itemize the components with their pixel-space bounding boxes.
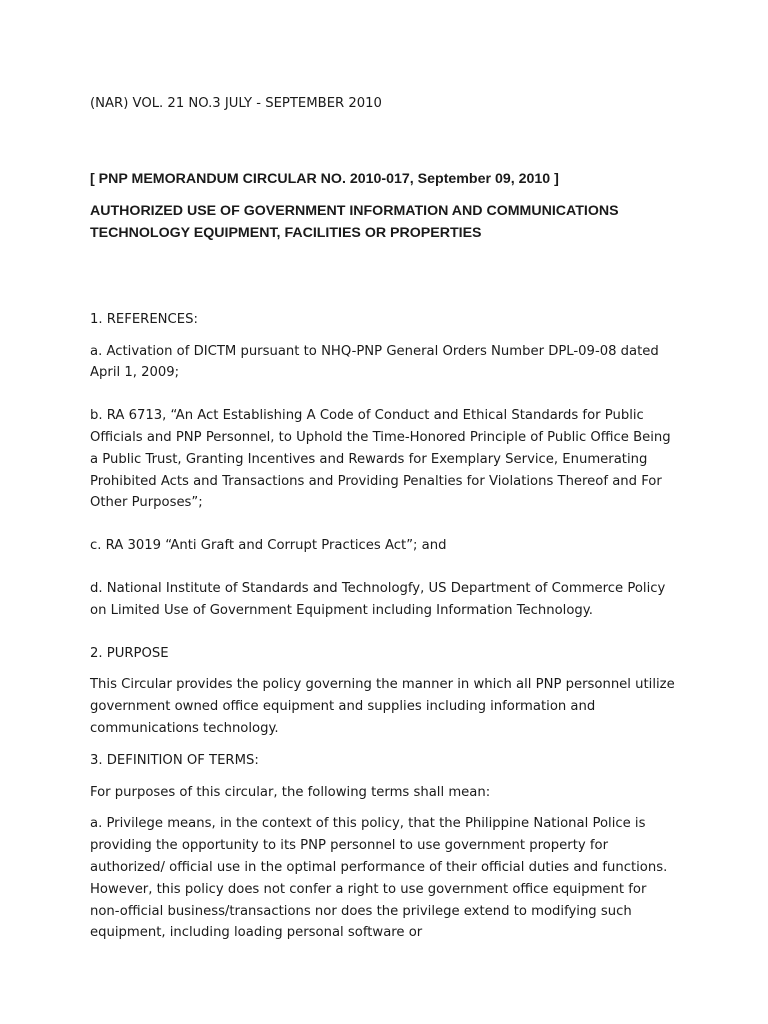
reference-item-b: b. RA 6713, “An Act Establishing A Code of Conduct and Ethical Standards for Public Officials and PNP Personnel, to Uphold the Time-Honored Principle of Public Office Being a Public Trust, Granting Incentives and Rewards for Exemplary Service, Enumerating Prohibited Acts and Transactions and Providing Penalties for Violations Thereof and For Other Purposes”;	[90, 408, 671, 511]
definitions-intro: For purposes of this circular, the following terms shall mean:	[90, 784, 491, 800]
publication-header: (NAR) VOL. 21 NO.3 JULY - SEPTEMBER 2010	[90, 96, 382, 111]
circular-number: [ PNP MEMORANDUM CIRCULAR NO. 2010-017, September 09, 2010 ]	[90, 170, 559, 187]
reference-item-a: a. Activation of DICTM pursuant to NHQ-PNP General Orders Number DPL-09-08 dated April 1, 2009;	[90, 343, 659, 381]
purpose-heading: 2. PURPOSE	[90, 645, 169, 661]
document-body	[90, 93, 680, 944]
reference-item-d: d. National Institute of Standards and Technologfy, US Department of Commerce Policy on Limited Use of Government Equipment including Information Technology.	[90, 580, 666, 618]
definition-item-a: a. Privilege means, in the context of this policy, that the Philippine National Police is providing the opportunity to its PNP personnel to use government property for authorized/ official use in the optimal performance of their official duties and functions. However, this policy does not confer a right to use government office equipment for non-official business/transactions nor does the privilege extend to modifying such equipment, including loading personal software or	[90, 816, 668, 941]
purpose-text: This Circular provides the policy governing the manner in which all PNP personnel utilize government owned office equipment and supplies including information and communications technology.	[90, 677, 675, 736]
document-title: AUTHORIZED USE OF GOVERNMENT INFORMATION AND COMMUNICATIONS TECHNOLOGY EQUIPMENT, FACILITIES OR PROPERTIES	[90, 202, 619, 241]
reference-item-c: c. RA 3019 “Anti Graft and Corrupt Practices Act”; and	[90, 538, 447, 554]
definitions-heading: 3. DEFINITION OF TERMS:	[90, 752, 259, 768]
references-heading: 1. REFERENCES:	[90, 311, 198, 327]
